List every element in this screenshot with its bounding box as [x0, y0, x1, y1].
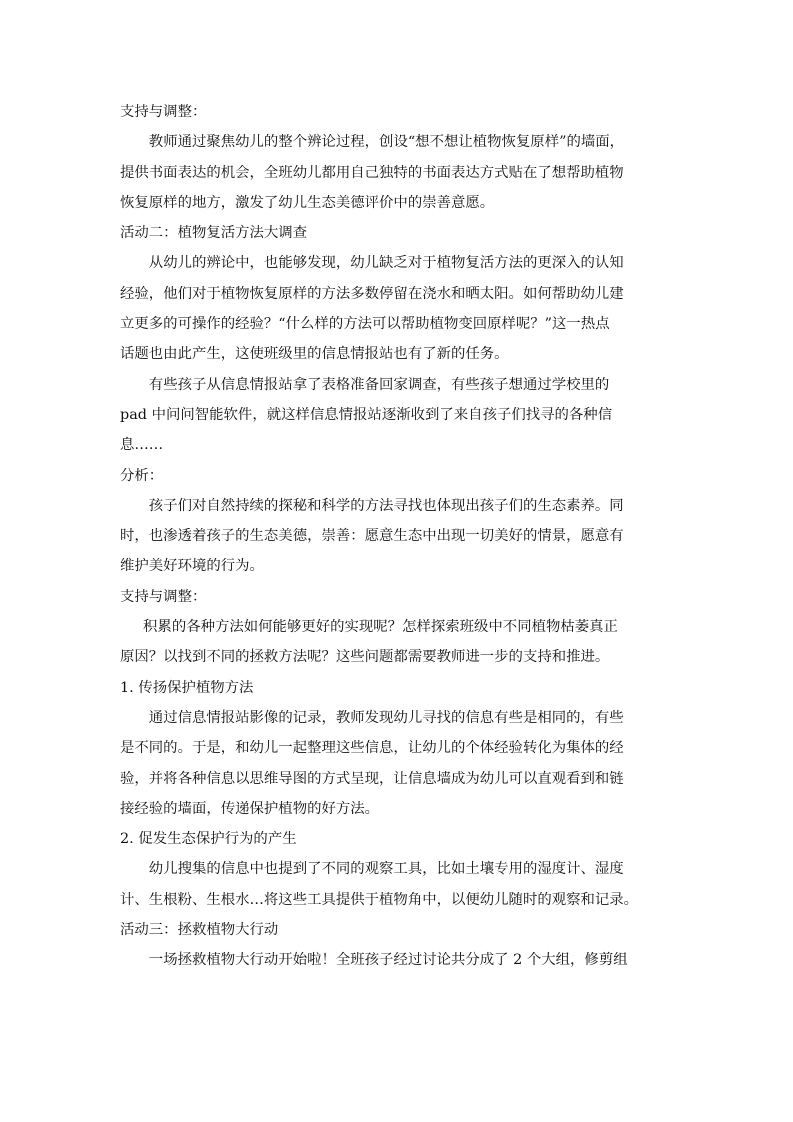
- section-heading: 活动二：植物复活方法大调查: [120, 225, 308, 242]
- paragraph-line: 立更多的可操作的经验？“什么样的方法可以帮助植物变回原样呢？”这一热点: [120, 316, 610, 333]
- paragraph-line: 时，也渗透着孩子的生态美德，崇善：愿意生态中出现一切美好的情景，愿意有: [120, 528, 624, 545]
- section-heading: 分析：: [120, 467, 164, 484]
- paragraph-line: 是不同的。于是，和幼儿一起整理这些信息，让幼儿的个体经验转化为集体的经: [120, 740, 624, 757]
- paragraph-line: 通过信息情报站影像的记录，教师发现幼儿寻找的信息有些是相同的，有些: [148, 709, 624, 726]
- paragraph-line: 有些孩子从信息情报站拿了表格准备回家调查，有些孩子想通过学校里的: [148, 376, 610, 393]
- paragraph-line: 积累的各种方法如何能够更好的实现呢？怎样探索班级中不同植物枯萎真正: [143, 619, 618, 636]
- section-heading: 支持与调整：: [120, 104, 207, 120]
- paragraph-line: 恢复原样的地方，激发了幼儿生态美德评价中的崇善意愿。: [120, 194, 495, 211]
- paragraph-line: 教师通过聚焦幼儿的整个辨论过程，创设“想不想让植物恢复原样”的墙面，: [148, 134, 625, 151]
- section-heading: 支持与调整：: [120, 588, 207, 605]
- section-heading: 2. 促发生态保护行为的产生: [120, 831, 297, 848]
- paragraph-line: 经验，他们对于植物恢复原样的方法多数停留在浇水和晒太阳。如何帮助幼儿建: [120, 285, 624, 302]
- paragraph-line: 孩子们对自然持续的探秘和科学的方法寻找也体现出孩子们的生态素养。同: [148, 497, 624, 514]
- paragraph-line: 从幼儿的辨论中，也能够发现，幼儿缺乏对于植物复活方法的更深入的认知: [148, 255, 624, 272]
- paragraph-line: 计、生根粉、生根水…将这些工具提供于植物角中，以便幼儿随时的观察和记录。: [120, 891, 639, 908]
- paragraph-line: 话题也由此产生，这使班级里的信息情报站也有了新的任务。: [120, 346, 509, 363]
- section-heading: 活动三：拯救植物大行动: [120, 922, 279, 939]
- paragraph-line: 维护美好环境的行为。: [120, 558, 264, 575]
- paragraph-line: 一场拯救植物大行动开始啦！全班孩子经过讨论共分成了 2 个大组，修剪组: [148, 952, 628, 969]
- paragraph-line: 原因？以找到不同的拯救方法呢？这些问题都需要教师进一步的支持和推进。: [120, 649, 610, 666]
- paragraph-line: 幼儿搜集的信息中也提到了不同的观察工具，比如土壤专用的湿度计、湿度: [148, 861, 624, 878]
- paragraph-line: 接经验的墙面，传递保护植物的好方法。: [120, 800, 380, 817]
- section-heading: 1. 传扬保护植物方法: [120, 679, 254, 696]
- paragraph-line: pad 中问问智能软件，就这样信息情报站逐渐收到了来自孩子们找寻的各种信: [120, 406, 613, 423]
- paragraph-line: 提供书面表达的机会，全班幼儿都用自己独特的书面表达方式贴在了想帮助植物: [120, 164, 624, 181]
- document-page: [120, 97, 678, 976]
- paragraph-line: 验，并将各种信息以思维导图的方式呈现，让信息墙成为幼儿可以直观看到和链: [120, 770, 624, 787]
- paragraph-line: 息……: [120, 437, 164, 454]
